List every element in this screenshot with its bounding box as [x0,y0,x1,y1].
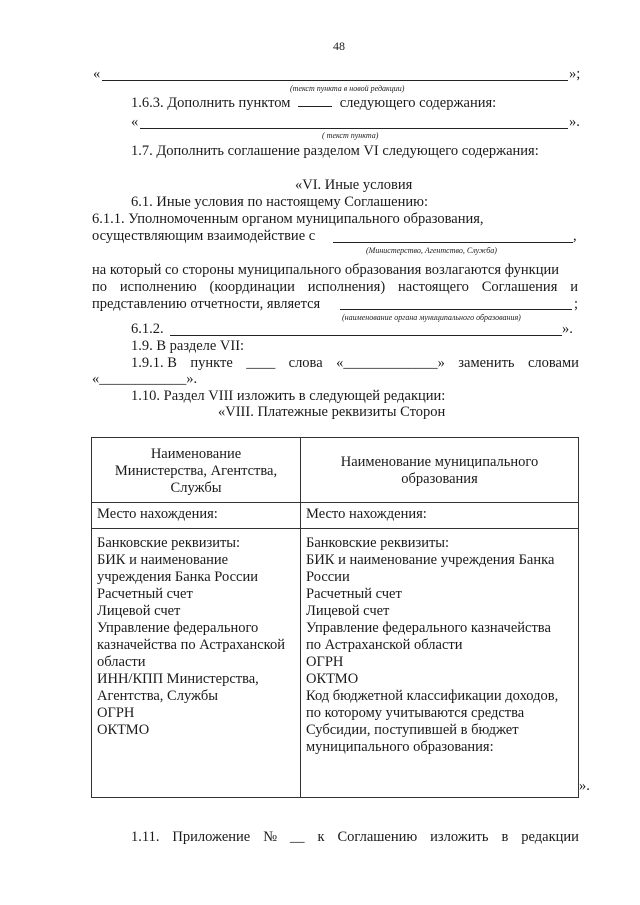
clause-text: следующего содержания: [339,95,497,111]
cell-text: по Астраханской области [306,637,463,653]
word: редакции [521,829,579,845]
clause-1-6-3 [131,95,496,112]
word: Соглашения [481,279,558,295]
cell-text: Наименование [150,445,242,462]
word: исполнения) [307,279,386,295]
cell-text: Банковские реквизиты: [306,535,450,551]
cell-text: ОГРН [97,705,135,721]
open-quote: « [131,114,139,130]
clause-1-10: 1.10. Раздел VIII изложить в следующей редакции: [131,388,446,404]
fill-line [140,128,568,129]
clause-6-1-2: 6.1.2. [131,321,164,337]
close-quote: »; [569,66,581,82]
clause-text: 1.6.3. Дополнить пунктом [131,95,291,111]
cell-text: образования [401,471,478,487]
cell-text: Управление федерального казначейства [306,620,551,636]
cell-text: Банковские реквизиты: [97,535,241,551]
page-number: 48 [333,39,345,53]
word: «_____________» [336,355,445,371]
punct: ». [562,321,573,337]
word: исполнению [119,279,197,295]
cell-text: казначейства по Астраханской [97,637,285,653]
cell-text: Лицевой счет [97,603,181,619]
cell-text: Расчетный счет [97,586,193,602]
clause-1-9-1-cont: «____________». [92,371,198,387]
word: № [263,829,278,845]
table-cell: Место нахождения: [301,503,579,529]
close-quote: ». [569,114,580,130]
clause-6-1-1: осуществляющим взаимодействие с [92,228,316,244]
cell-text: ОГРН [306,654,344,670]
fill-line [333,242,573,243]
cell-text: по которому учитываются средства [306,705,525,721]
table-header-ministry [92,438,301,503]
clause-1-9-1 [131,355,579,372]
word: и [570,279,578,295]
cell-text: Лицевой счет [306,603,390,619]
table-row [92,438,579,503]
table-closing-quote: ». [579,778,590,794]
table-cell-bank-right [301,529,579,798]
cell-text: России [306,569,350,585]
word: словами [527,355,579,371]
table-cell-bank-left [92,529,301,798]
word: заменить [458,355,515,371]
table-header-municipality [301,438,579,503]
punct: , [573,228,577,244]
word: Приложение [172,829,251,845]
cell-text: Агентства, Службы [97,688,218,704]
cell-text: ИНН/КПП Министерства, [97,671,259,687]
word: настоящего [398,279,469,295]
cell-text: Управление федерального [97,620,259,636]
fill-line [102,80,568,81]
clause-6-1: 6.1. Иные условия по настоящему Соглашению: [131,194,428,210]
cell-text: Расчетный счет [306,586,402,602]
cell-text: БИК и наименование [97,552,229,568]
cell-text: учреждения Банка России [97,569,258,585]
cell-text: муниципального образования: [306,739,494,755]
word: в [501,829,509,845]
clause-1-7: 1.7. Дополнить соглашение разделом VI следующего содержания: [131,143,539,159]
cell-text: Министерства, Агентства, [114,462,278,479]
cell-text: Субсидии, поступившей в бюджет [306,722,519,738]
clause-6-1-1-justified [92,279,578,296]
clause-6-1-1: на который со стороны муниципального образования возлагаются функции [92,262,559,278]
clause-6-1-1: 6.1.1. Уполномоченным органом муниципального образования, [92,211,484,227]
table-row [92,529,579,798]
cell-text: Наименование муниципального [340,454,539,470]
fill-line [340,309,572,310]
clause-6-1-1: представлению отчетности, является [92,296,321,312]
caption: ( текст пункта) [322,131,379,140]
blank [298,106,332,107]
word: __ [290,829,305,845]
word: 1.11. [131,829,160,845]
clause-1-11 [131,829,579,846]
table-cell: Место нахождения: [92,503,301,529]
word: к [317,829,325,845]
cell-text: Службы [170,479,222,496]
cell-text: Код бюджетной классификации доходов, [306,688,559,704]
word: изложить [430,829,489,845]
word: 1.9.1. В [131,355,177,371]
cell-text: БИК и наименование учреждения Банка [306,552,555,568]
section-6-title: «VI. Иные условия [295,177,413,193]
requisites-table [91,437,579,798]
caption: (текст пункта в новой редакции) [290,84,405,93]
word: (координации [209,279,295,295]
open-quote: « [93,66,101,82]
caption: (Министерство, Агентство, Служба) [366,246,497,255]
word: ____ [246,355,276,371]
word: по [92,279,108,295]
table-row [92,503,579,529]
clause-1-9: 1.9. В разделе VII: [131,338,245,354]
word: слова [288,355,323,371]
caption: (наименование органа муниципального образования) [342,313,521,322]
cell-text: области [97,654,146,670]
word: пункте [190,355,233,371]
cell-text: ОКТМО [97,722,150,738]
cell-text: ОКТМО [306,671,359,687]
punct: ; [574,296,579,312]
word: Соглашению [337,829,418,845]
section-8-title: «VIII. Платежные реквизиты Сторон [218,404,446,420]
fill-line [170,335,562,336]
